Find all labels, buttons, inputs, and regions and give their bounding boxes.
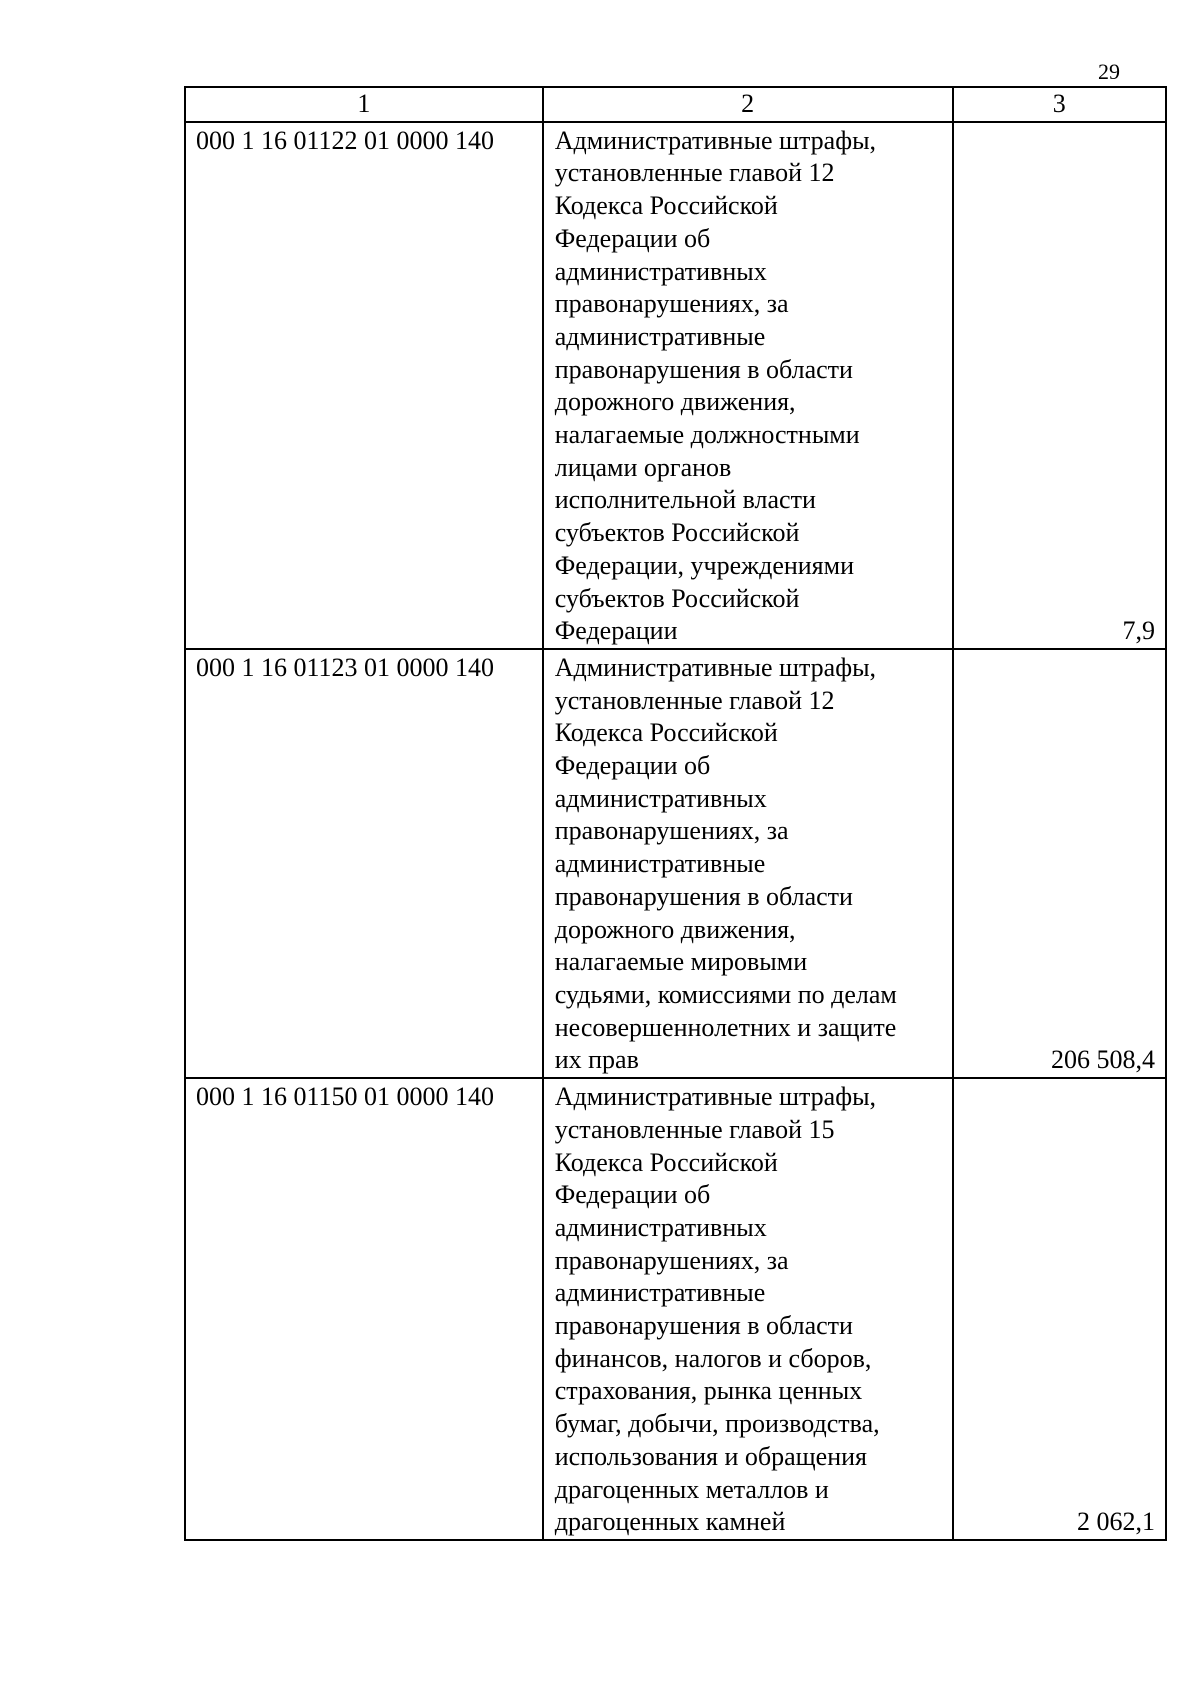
table-row [185,649,1166,1078]
description-line: Федерации об [554,751,711,781]
table-row [185,1078,1166,1540]
description-line: правонарушения в области [554,881,853,911]
description-line: Федерации [554,616,678,646]
description-line: Федерации об [554,223,711,253]
description-line: Кодекса Российской [554,1147,778,1177]
description-line: дорожного движения, [554,914,796,944]
description-line: субъектов Российской [554,583,800,613]
description-line: административных [554,783,767,813]
column-header-3: 3 [953,87,1166,122]
column-header-1: 1 [185,87,543,122]
description-line: установленные главой 12 [554,158,835,188]
amount-cell: 2 062,1 [953,1078,1166,1540]
amount-cell: 206 508,4 [953,649,1166,1078]
description-line: Федерации об [554,1180,711,1210]
description-line: правонарушениях, за [554,1245,789,1275]
page-number: 29 [1098,59,1120,84]
description-line: административные [554,321,766,351]
description-line: бумаг, добычи, производства, [554,1409,880,1439]
description-line: Административные штрафы, [554,125,877,155]
description-line: Административные штрафы, [554,1082,877,1112]
budget-code-cell: 000 1 16 01123 01 0000 140 [185,649,543,1078]
column-header-2: 2 [543,87,953,122]
description-line: правонарушения в области [554,354,853,384]
description-line: судьями, комиссиями по делам [554,979,897,1009]
amount-cell: 7,9 [953,122,1166,649]
description-line: Административные штрафы, [554,652,877,682]
budget-table [184,86,1167,1541]
description-line: страхования, рынка ценных [554,1376,863,1406]
description-line: Кодекса Российской [554,191,778,221]
table-row [185,122,1166,649]
description-line: административных [554,256,767,286]
description-cell [543,649,953,1078]
description-line: драгоценных камней [554,1507,786,1537]
description-line: налагаемые мировыми [554,947,808,977]
description-line: драгоценных металлов и [554,1474,829,1504]
budget-code-cell: 000 1 16 01150 01 0000 140 [185,1078,543,1540]
description-line: их прав [554,1045,639,1075]
description-line: дорожного движения, [554,387,796,417]
table-header-row [185,87,1166,122]
description-cell [543,122,953,649]
description-line: административных [554,1212,767,1242]
description-line: налагаемые должностными [554,420,860,450]
description-line: исполнительной власти [554,485,816,515]
description-line: правонарушениях, за [554,289,789,319]
description-line: лицами органов [554,452,732,482]
description-line: Кодекса Российской [554,718,778,748]
description-cell [543,1078,953,1540]
description-line: правонарушения в области [554,1311,853,1341]
description-line: несовершеннолетних и защите [554,1012,897,1042]
description-line: установленные главой 15 [554,1114,835,1144]
description-line: использования и обращения [554,1441,867,1471]
description-line: финансов, налогов и сборов, [554,1343,872,1373]
budget-code-cell: 000 1 16 01122 01 0000 140 [185,122,543,649]
description-line: Федерации, учреждениями [554,550,855,580]
description-line: административные [554,849,766,879]
description-line: правонарушениях, за [554,816,789,846]
description-line: субъектов Российской [554,518,800,548]
description-line: установленные главой 12 [554,685,835,715]
description-line: административные [554,1278,766,1308]
